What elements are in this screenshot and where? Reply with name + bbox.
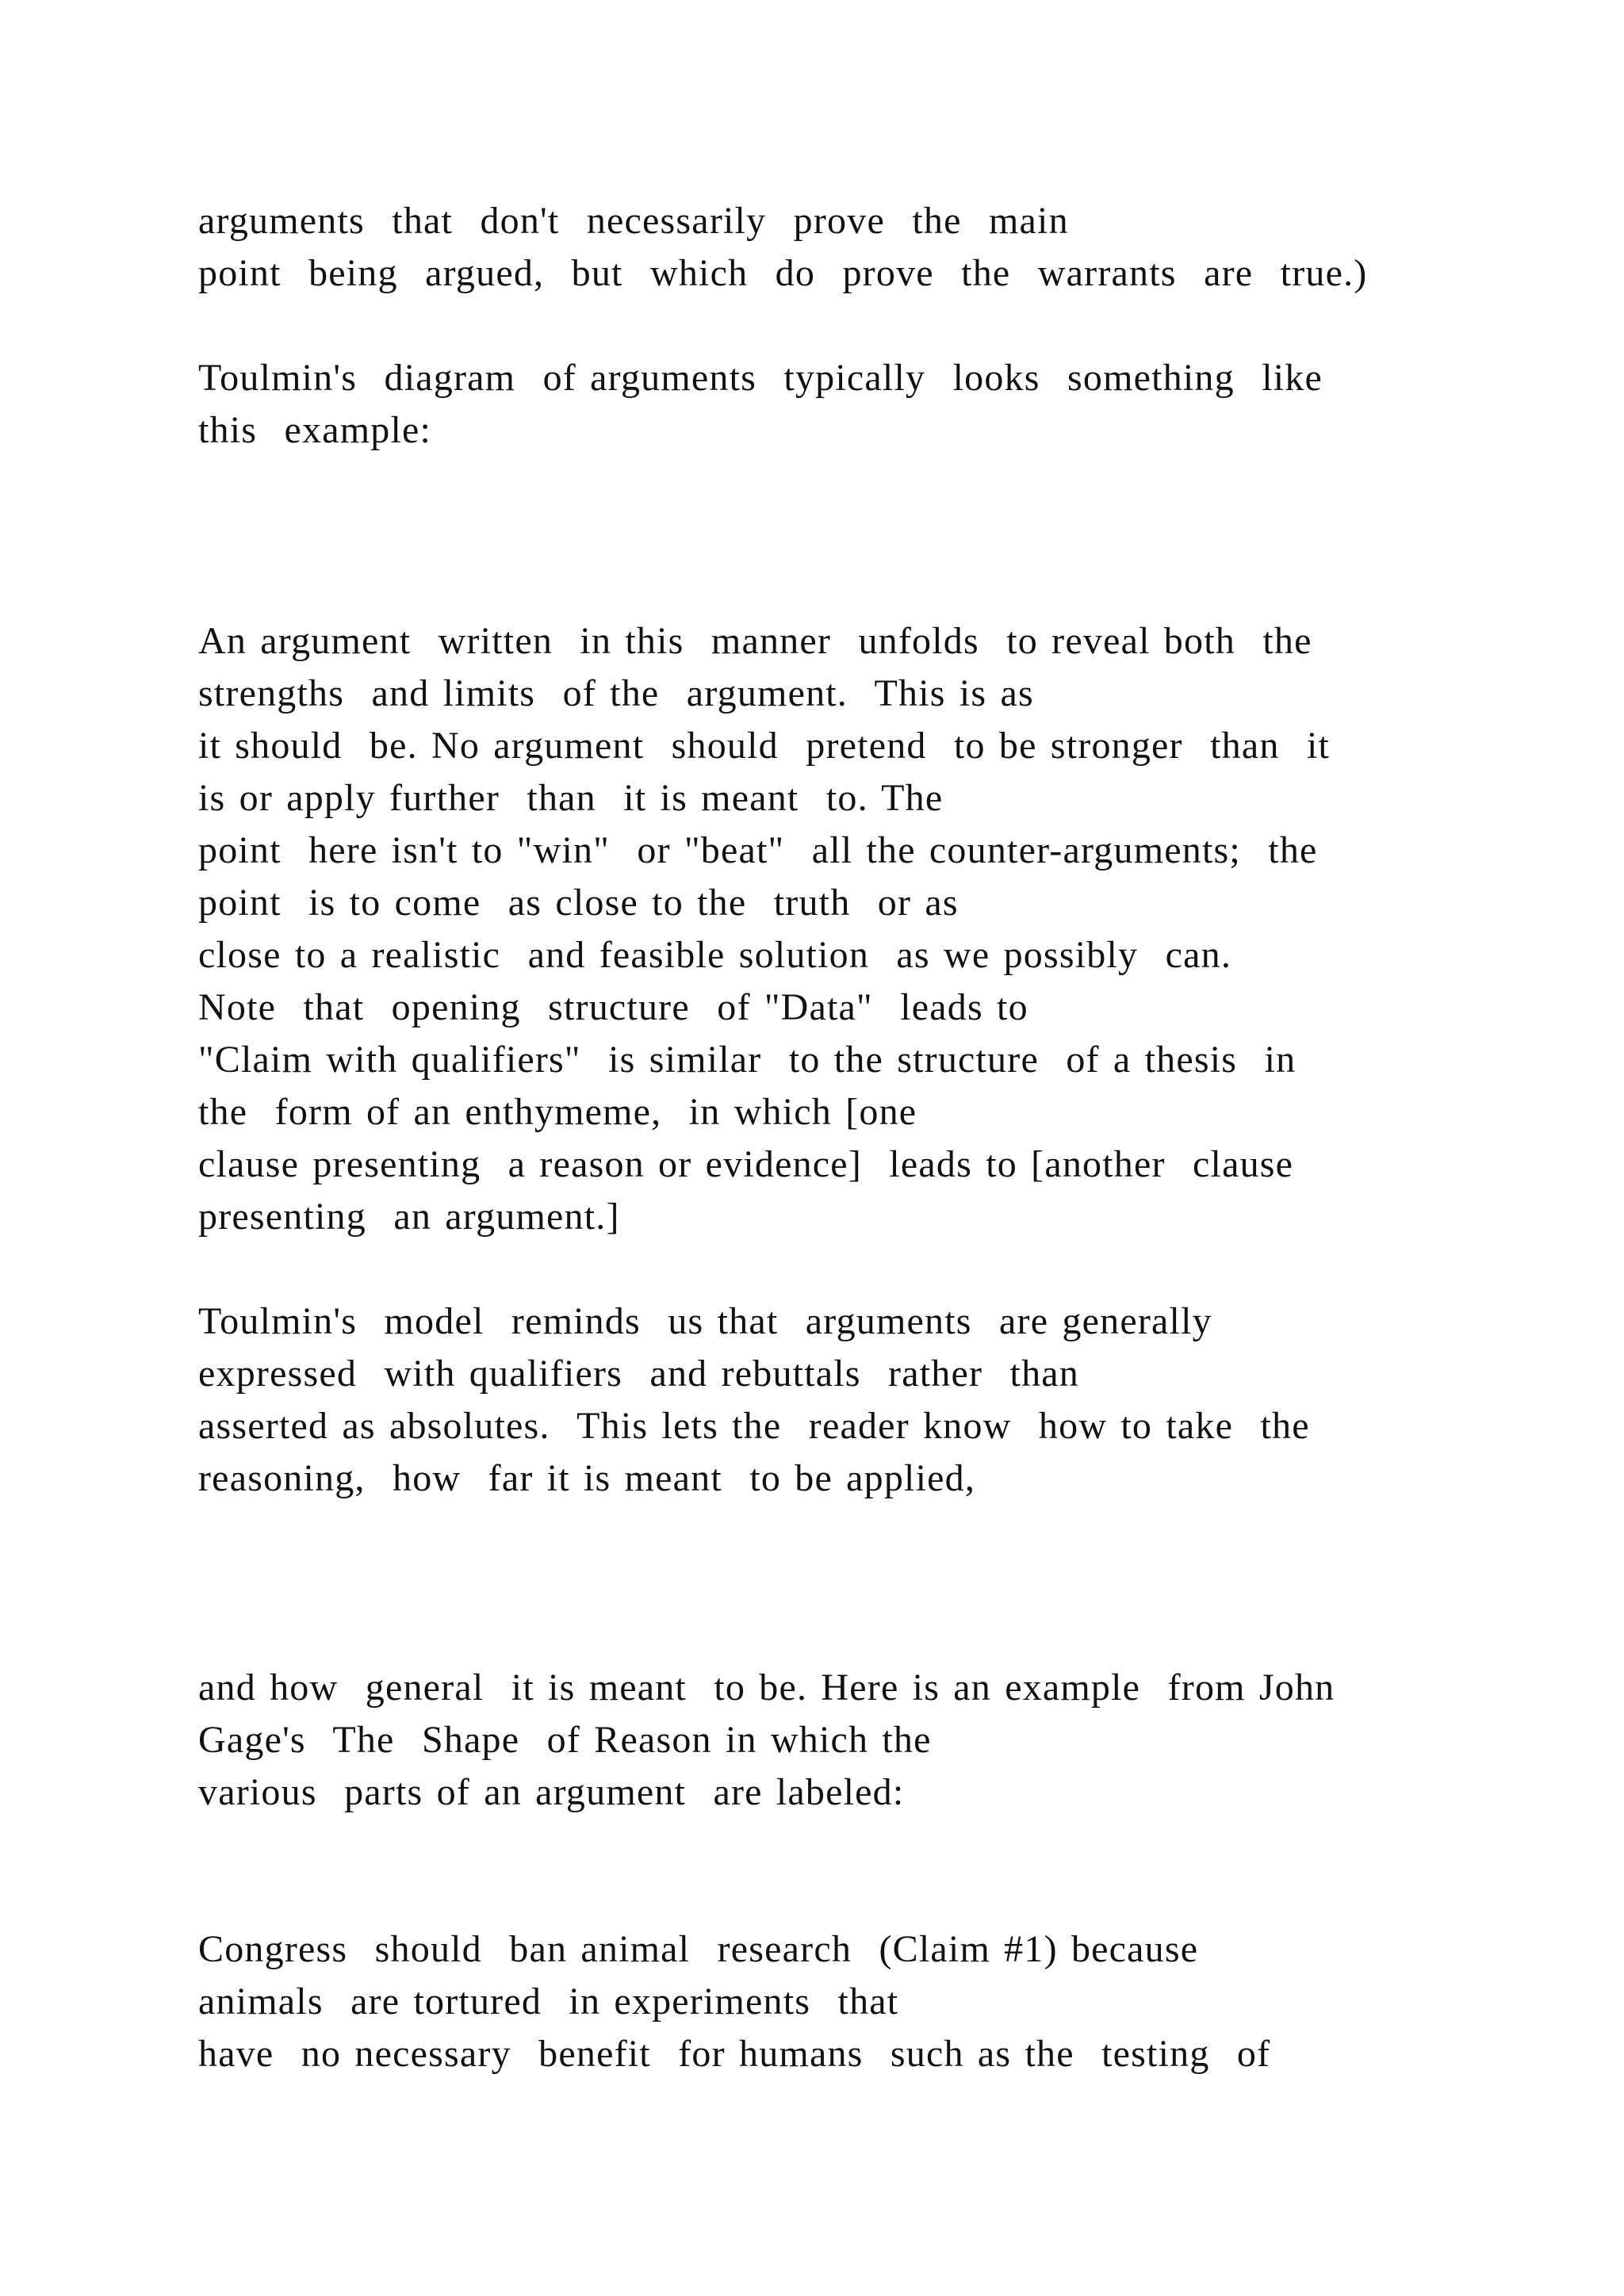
text-line: have no necessary benefit for humans such as the testing of [198, 2033, 1271, 2075]
text-line: and how general it is meant to be. Here is an example from John [198, 1667, 1335, 1709]
text-line: "Claim with qualifiers" is similar to the structure of a thesis in [198, 1039, 1297, 1081]
text-line: clause presenting a reason or evidence] leads to [another clause [198, 1143, 1294, 1185]
text-line: point being argued, but which do prove the warrants are true.) [198, 252, 1368, 294]
text-line: is or apply further than it is meant to. The [198, 777, 944, 819]
text-line: this example: [198, 409, 432, 451]
text-line: Gage's The Shape of Reason in which the [198, 1719, 932, 1761]
text-line: the form of an enthymeme, in which [one [198, 1091, 917, 1133]
text-line: point here isn't to "win" or "beat" all the counter-arguments; the [198, 829, 1318, 871]
text-line: arguments that don't necessarily prove the main [198, 200, 1069, 242]
text-line: Toulmin's diagram of arguments typically looks something like [198, 357, 1323, 399]
text-line: Toulmin's model reminds us that arguments are generally [198, 1300, 1212, 1342]
text-line: point is to come as close to the truth or as [198, 882, 959, 924]
text-line: An argument written in this manner unfolds to reveal both the [198, 620, 1312, 662]
text-line: various parts of an argument are labeled: [198, 1771, 905, 1813]
text-line: animals are tortured in experiments that [198, 1980, 899, 2022]
text-line: expressed with qualifiers and rebuttals rather than [198, 1353, 1079, 1395]
text-line: asserted as absolutes. This lets the reader know how to take the [198, 1405, 1310, 1447]
text-line: presenting an argument.] [198, 1196, 620, 1238]
text-line: reasoning, how far it is meant to be applied, [198, 1457, 976, 1499]
text-line: Note that opening structure of "Data" leads to [198, 986, 1028, 1028]
text-line: it should be. No argument should pretend to be stronger than it [198, 725, 1331, 767]
text-line: strengths and limits of the argument. This is as [198, 672, 1034, 714]
text-line: close to a realistic and feasible solution as we possibly can. [198, 934, 1232, 976]
text-line: Congress should ban animal research (Claim #1) because [198, 1928, 1199, 1970]
